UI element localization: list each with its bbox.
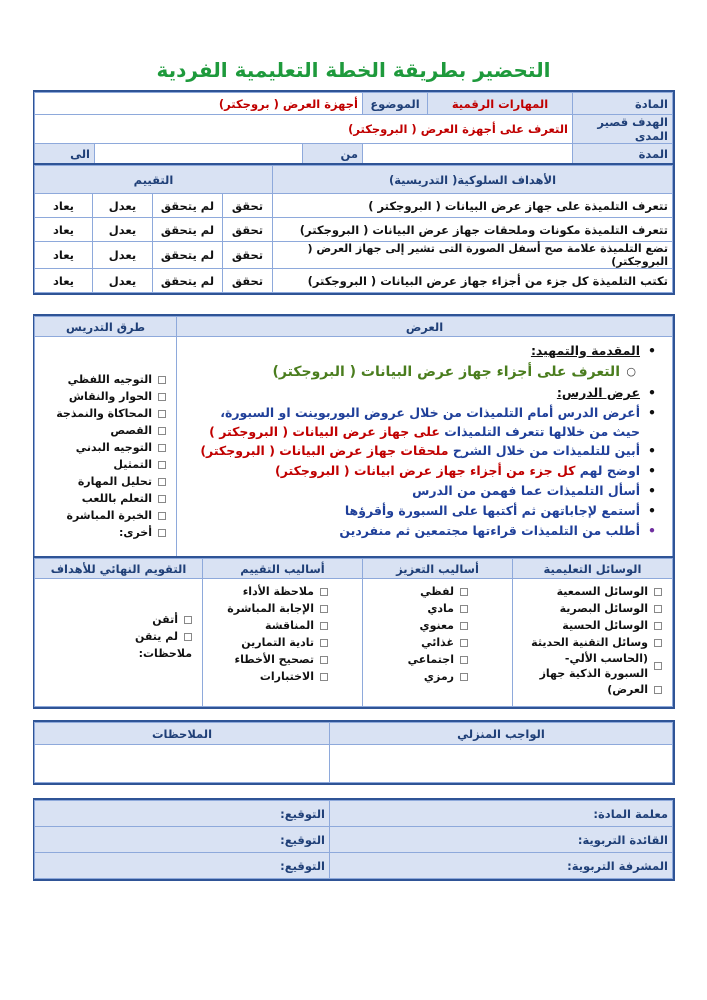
objective-row	[34, 242, 672, 269]
page-title: التحضير بطريقة الخطة التعليمية الفردية	[156, 58, 551, 82]
presentation-header: العرض	[177, 317, 673, 337]
checkbox[interactable]	[158, 529, 166, 537]
eval-not-achieved[interactable]: لم يتحقق	[153, 218, 223, 242]
reinforce-label: رمزي	[423, 670, 454, 683]
presentation-block	[33, 314, 675, 561]
subject-value: المهارات الرقمية	[428, 93, 573, 115]
reinforce-cell	[363, 579, 513, 707]
reinforce-label: مادي	[427, 602, 454, 615]
objective-row	[34, 218, 672, 242]
eval-achieved[interactable]: تحقق	[223, 269, 273, 293]
methods-cell	[35, 337, 177, 559]
homework-block	[33, 720, 675, 785]
signature-row	[35, 853, 673, 879]
lesson-step	[189, 403, 658, 441]
media-label: (الحاسب الألي-السبورة الذكية جهاز	[539, 652, 648, 680]
assess-header: أساليب التقييم	[203, 559, 363, 579]
objective-row	[34, 269, 672, 293]
lesson-step: • أطلب من التلميذات قراءتها مجتمعين ثم منفردين	[189, 521, 658, 541]
checkbox[interactable]	[320, 605, 328, 613]
eval-not-achieved[interactable]: لم يتحقق	[153, 269, 223, 293]
method-label: تحليل المهارة	[77, 475, 152, 488]
checkbox[interactable]	[158, 495, 166, 503]
checkbox[interactable]	[158, 461, 166, 469]
reinforce-item[interactable]	[373, 617, 468, 634]
assess-label: المناقشة	[265, 619, 314, 632]
to-label: الى	[34, 144, 94, 164]
eval-repeat[interactable]: يعاد	[34, 218, 92, 242]
assess-item[interactable]	[213, 651, 328, 668]
method-label: التعلم باللعب	[81, 492, 152, 505]
lesson-step: • أستمع لإجاباتهن ثم أكتبها على السبورة وأقرؤها	[189, 501, 658, 521]
assess-item[interactable]	[213, 600, 328, 617]
method-label: أخرى:	[118, 526, 152, 539]
media-label: الوسائل الحسية	[562, 619, 648, 632]
media-item[interactable]	[523, 600, 662, 617]
eval-modify[interactable]: يعدل	[93, 194, 153, 218]
reinforce-label: غذائي	[421, 636, 454, 649]
assess-label: الاختبارات	[259, 670, 314, 683]
assess-item[interactable]	[213, 634, 328, 651]
eval-not-achieved[interactable]: لم يتحقق	[153, 194, 223, 218]
checkbox[interactable]	[654, 686, 662, 694]
methods-header: طرق التدريس	[35, 317, 177, 337]
checkbox[interactable]	[320, 673, 328, 681]
checkbox[interactable]	[158, 393, 166, 401]
info-block	[33, 90, 675, 166]
eval-modify[interactable]: يعدل	[93, 218, 153, 242]
lesson-step	[189, 441, 658, 461]
method-item[interactable]	[45, 507, 166, 524]
method-item[interactable]	[45, 456, 166, 473]
eval-modify[interactable]: يعدل	[93, 242, 153, 269]
checkbox[interactable]	[320, 656, 328, 664]
reinforce-item[interactable]	[373, 651, 468, 668]
signature-row	[35, 827, 673, 853]
eval-achieved[interactable]: تحقق	[223, 218, 273, 242]
eval-achieved[interactable]: تحقق	[223, 194, 273, 218]
method-label: الخبرة المباشرة	[66, 509, 152, 522]
assess-label: تصحيح الأخطاء	[234, 653, 314, 666]
step3-highlight: كل جزء من أجزاء جهاز عرض ابيانات ( البروجكتر)	[275, 463, 576, 478]
assess-label: تادية التمارين	[241, 636, 314, 649]
media-header: الوسائل التعليمية	[513, 559, 673, 579]
checkbox[interactable]	[654, 588, 662, 596]
step1-highlight: على جهاز عرض البيانات ( البروجكتر )	[209, 424, 440, 439]
final-notes	[45, 645, 192, 662]
eval-modify[interactable]: يعدل	[93, 269, 153, 293]
signer-label: المشرفة التربوية:	[330, 853, 673, 879]
from-label: من	[303, 144, 363, 164]
checkbox[interactable]	[654, 639, 662, 647]
method-label: المحاكاة والنمذجة	[56, 407, 152, 420]
media-cell	[513, 579, 673, 707]
method-label: التوجيه البدني	[75, 441, 152, 454]
checkbox[interactable]	[158, 478, 166, 486]
reinforce-item[interactable]	[373, 634, 468, 651]
objective-text: تتعرف التلميذة على جهاز عرض البيانات ( البروجكتر )	[273, 194, 673, 218]
notes-header: الملاحظات	[35, 723, 330, 745]
checkbox[interactable]	[158, 427, 166, 435]
final-header: التقويم النهائي للأهداف	[35, 559, 203, 579]
method-item[interactable]	[45, 422, 166, 439]
objective-row	[34, 194, 672, 218]
presentation-content	[177, 337, 673, 559]
signer-label: القائدة التربوية:	[330, 827, 673, 853]
checkbox[interactable]	[184, 616, 192, 624]
method-label: القصص	[110, 424, 152, 437]
lesson-item	[189, 383, 658, 403]
objective-text: تتعرف التلميذة مكونات وملحقات جهاز عرض البيانات ( البروجكتر)	[273, 218, 673, 242]
reinforce-item[interactable]	[373, 583, 468, 600]
media-item[interactable]	[523, 583, 662, 600]
topic-label: الموضوع	[363, 93, 428, 115]
method-item[interactable]	[45, 371, 166, 388]
eval-repeat[interactable]: يعاد	[34, 242, 92, 269]
intro-sub: ○ التعرف على أجزاء جهاز عرض البيانات ( البروجكتر)	[189, 361, 658, 383]
final-item[interactable]	[45, 611, 192, 628]
signature-field[interactable]: التوقيع:	[35, 827, 330, 853]
assess-item[interactable]	[213, 617, 328, 634]
final-item[interactable]	[45, 628, 192, 645]
checkbox[interactable]	[158, 376, 166, 384]
objectives-header: الأهداف السلوكية( التدريسية)	[273, 166, 673, 194]
reinforce-item[interactable]	[373, 600, 468, 617]
checkbox[interactable]	[158, 410, 166, 418]
checkbox[interactable]	[320, 639, 328, 647]
final-cell	[35, 579, 203, 707]
eval-not-achieved[interactable]: لم يتحقق	[153, 242, 223, 269]
reinforce-label: لفظي	[420, 585, 454, 598]
step3-text: اوضح لهم	[575, 463, 640, 478]
method-item[interactable]	[45, 439, 166, 456]
intro-item	[189, 341, 658, 361]
checkbox[interactable]	[654, 605, 662, 613]
method-label: الحوار والنقاش	[68, 390, 152, 403]
checkbox[interactable]	[460, 673, 468, 681]
duration-value[interactable]	[363, 144, 573, 164]
final-label: أتقن	[152, 613, 178, 626]
assess-label: ملاحظة الأداء	[242, 585, 314, 598]
duration-label: المدة	[573, 144, 673, 164]
assess-label: الإجابة المباشرة	[227, 602, 314, 615]
tools-block	[33, 556, 675, 709]
signature-field[interactable]: التوقيع:	[35, 853, 330, 879]
reinforce-header: أساليب التعزيز	[363, 559, 513, 579]
method-item[interactable]	[45, 490, 166, 507]
step1-text: أعرض الدرس أمام التلميذات من خلال عروض البوربوينت او السبورة، حيث من خلالها تتعرف التلميذات	[220, 405, 640, 439]
method-label: التمثيل	[113, 458, 152, 471]
media-item[interactable]	[523, 617, 662, 634]
signature-field[interactable]: التوقيع:	[35, 801, 330, 827]
checkbox[interactable]	[184, 633, 192, 641]
checkbox[interactable]	[460, 605, 468, 613]
assess-item[interactable]	[213, 668, 328, 685]
notes-field[interactable]	[35, 745, 330, 783]
subject-label: المادة	[573, 93, 673, 115]
method-label: التوجيه اللفظي	[67, 373, 152, 386]
objective-text: تضع التلميذة علامة صح أسفل الصورة التى تشير إلى جهاز العرض ( البروجكتر)	[273, 242, 673, 269]
objective-text: تكتب التلميذة كل جزء من أجزاء جهاز عرض البيانات ( البروجكتر)	[273, 269, 673, 293]
evaluation-header: التقييم	[34, 166, 272, 194]
method-item[interactable]	[45, 388, 166, 405]
media-item[interactable]	[523, 634, 662, 651]
eval-repeat[interactable]: يعاد	[34, 269, 92, 293]
checkbox[interactable]	[158, 444, 166, 452]
homework-header: الواجب المنزلي	[330, 723, 673, 745]
method-item[interactable]	[45, 473, 166, 490]
checkbox[interactable]	[654, 622, 662, 630]
step2-text: أبين للتلميذات من خلال الشرح	[448, 443, 640, 458]
assess-item[interactable]	[213, 583, 328, 600]
checkbox[interactable]	[158, 512, 166, 520]
homework-field[interactable]	[330, 745, 673, 783]
goal-label: الهدف قصير المدى	[573, 115, 673, 144]
checkbox[interactable]	[460, 656, 468, 664]
media-label: الوسائل السمعية	[556, 585, 648, 598]
lesson-step	[189, 461, 658, 481]
objectives-block	[33, 163, 675, 295]
media-item[interactable]	[523, 651, 662, 681]
checkbox[interactable]	[320, 588, 328, 596]
step2-highlight: ملحقات جهاز عرض البيانات ( البروجكتر)	[200, 443, 449, 458]
reinforce-item[interactable]	[373, 668, 468, 685]
eval-achieved[interactable]: تحقق	[223, 242, 273, 269]
final-label: لم يتقن	[134, 630, 178, 643]
eval-repeat[interactable]: يعاد	[34, 194, 92, 218]
checkbox[interactable]	[460, 588, 468, 596]
topic-value: أجهزة العرض ( بروجكتر)	[34, 93, 362, 115]
media-label: الوسائل البصرية	[559, 602, 648, 615]
intro-label: المقدمة والتمهيد:	[530, 343, 640, 358]
checkbox[interactable]	[654, 662, 662, 670]
lesson-label: عرض الدرس:	[556, 385, 640, 400]
media-item[interactable]	[523, 681, 662, 698]
assess-cell	[203, 579, 363, 707]
method-item[interactable]	[45, 524, 166, 541]
signer-label: معلمة المادة:	[330, 801, 673, 827]
from-value[interactable]	[95, 144, 303, 164]
signature-row	[35, 801, 673, 827]
checkbox[interactable]	[460, 622, 468, 630]
reinforce-label: اجتماعي	[407, 653, 454, 666]
goal-value: التعرف على أجهزة العرض ( البروجكتر)	[34, 115, 572, 144]
lesson-step: • أسأل التلميذات عما فهمن من الدرس	[189, 481, 658, 501]
media-label: وسائل التقنية الحديثة	[531, 636, 648, 649]
notes-label: ملاحظات:	[138, 647, 192, 660]
method-item[interactable]	[45, 405, 166, 422]
media-label: العرض)	[607, 683, 648, 696]
checkbox[interactable]	[460, 639, 468, 647]
signatures-block	[33, 798, 675, 881]
reinforce-label: معنوي	[419, 619, 454, 632]
checkbox[interactable]	[320, 622, 328, 630]
